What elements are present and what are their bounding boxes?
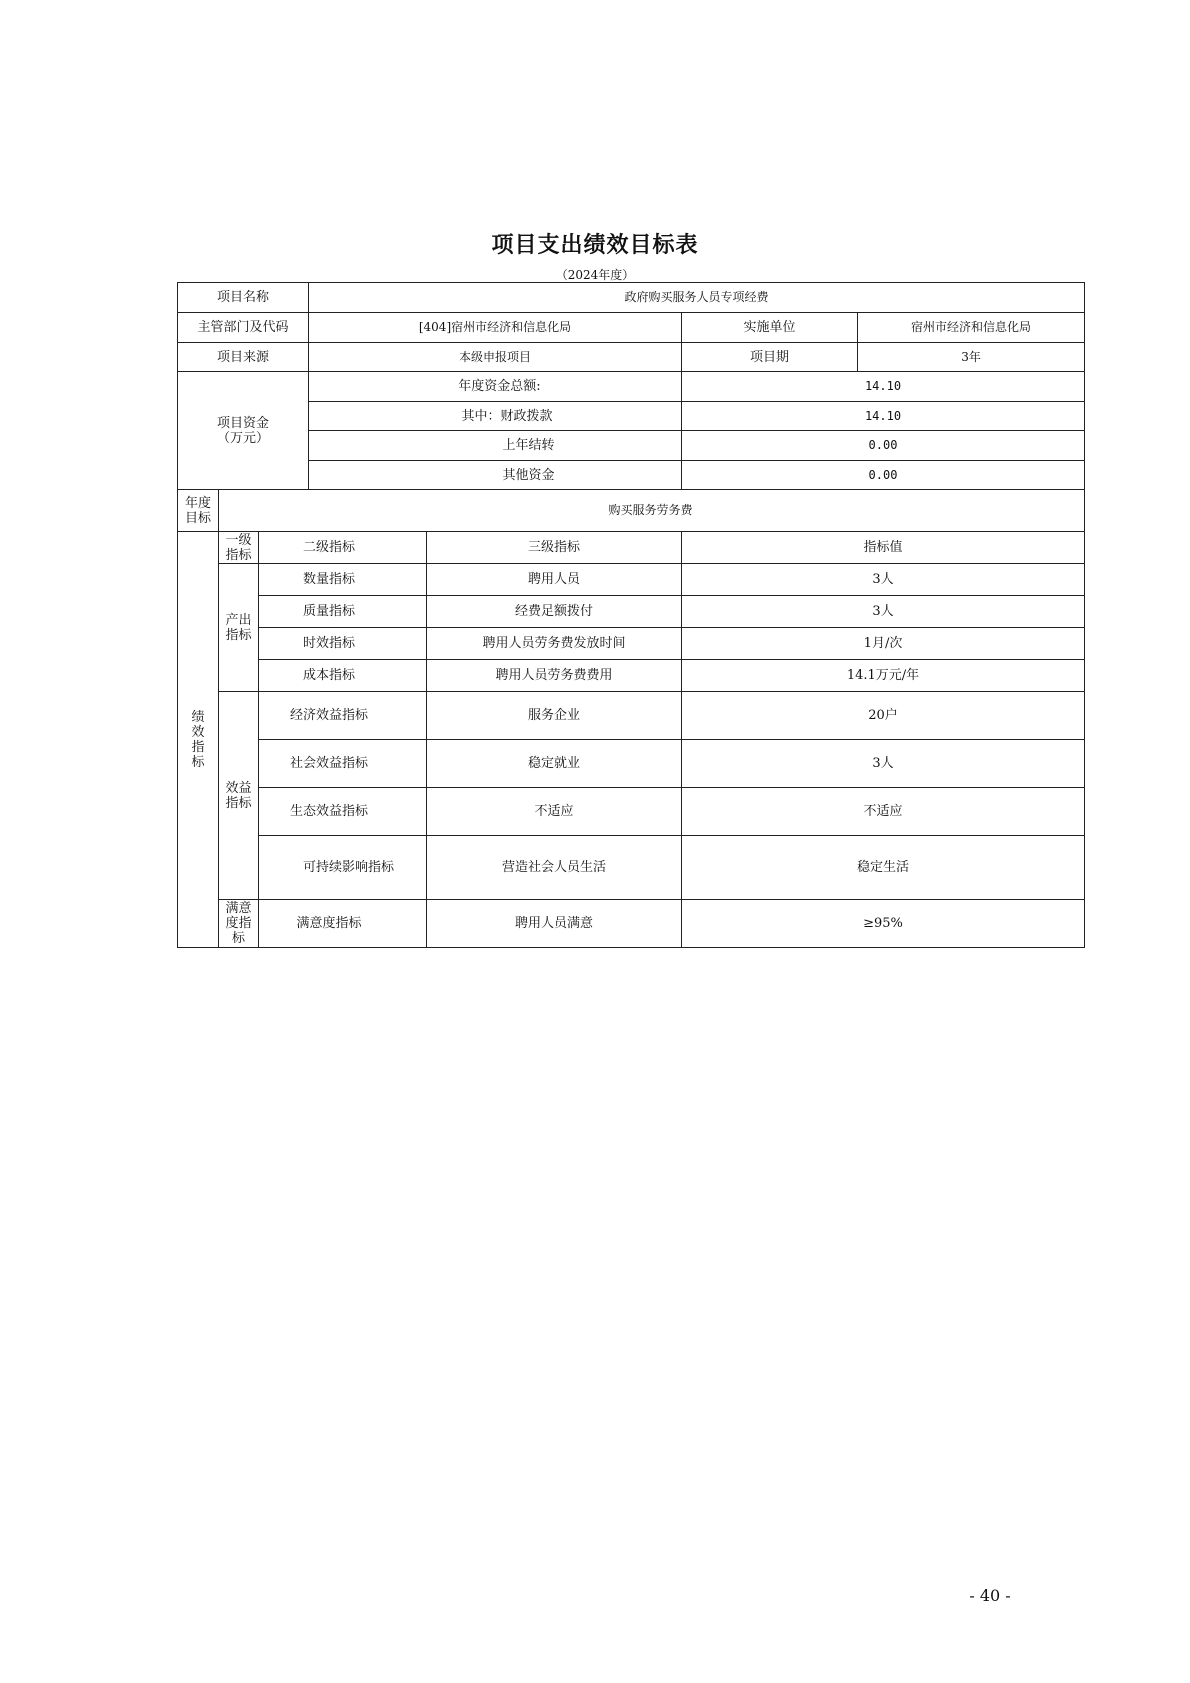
header-level2: 二级指标: [259, 532, 427, 564]
benefit-level2: 经济效益指标: [259, 692, 427, 740]
output-level2: 成本指标: [259, 660, 427, 692]
table-row: [178, 660, 1085, 692]
table-row: [178, 900, 1085, 948]
table-row: [178, 343, 1085, 372]
benefit-indicators-label: 效益指标: [219, 692, 259, 900]
table-row: [178, 628, 1085, 660]
satisfaction-indicators-label: 满意度指标: [219, 900, 259, 948]
funds-label-line2: （万元）: [216, 430, 269, 446]
output-indicators-label: 产出指标: [219, 564, 259, 692]
dept-value: [404]宿州市经济和信息化局: [309, 313, 682, 343]
benefit-level2: 生态效益指标: [259, 788, 427, 836]
impl-value: 宿州市经济和信息化局: [858, 313, 1085, 343]
table-row: [178, 740, 1085, 788]
source-value: 本级申报项目: [309, 343, 682, 372]
satisfaction-level2: 满意度指标: [259, 900, 427, 948]
other-funds-label: 其他资金: [309, 461, 682, 490]
table-row: [178, 532, 1085, 564]
output-level3: 经费足额拨付: [427, 596, 682, 628]
table-row: [178, 836, 1085, 900]
period-label: 项目期: [682, 343, 858, 372]
output-level2: 数量指标: [259, 564, 427, 596]
total-funds-value: 14.10: [682, 372, 1085, 402]
fiscal-funds-label: 其中：财政拨款: [309, 402, 682, 431]
table-row: [178, 283, 1085, 313]
table-row: [178, 596, 1085, 628]
source-label: 项目来源: [178, 343, 309, 372]
performance-target-table: [177, 282, 1085, 948]
annual-goal-label: 年度目标: [178, 490, 219, 532]
funds-label: [178, 372, 309, 490]
benefit-value: 稳定生活: [682, 836, 1085, 900]
benefit-level2: 社会效益指标: [259, 740, 427, 788]
output-value: 1月/次: [682, 628, 1085, 660]
table-row: [178, 402, 1085, 431]
total-funds-label: 年度资金总额:: [309, 372, 682, 402]
project-name-value: 政府购买服务人员专项经费: [309, 283, 1085, 313]
table-row: [178, 564, 1085, 596]
benefit-level3: 营造社会人员生活: [427, 836, 682, 900]
table-row: [178, 461, 1085, 490]
table-row: [178, 372, 1085, 402]
benefit-value: 3人: [682, 740, 1085, 788]
output-level2: 时效指标: [259, 628, 427, 660]
benefit-level3: 稳定就业: [427, 740, 682, 788]
carryover-value: 0.00: [682, 431, 1085, 461]
output-value: 3人: [682, 564, 1085, 596]
carryover-label: 上年结转: [309, 431, 682, 461]
project-name-label: 项目名称: [178, 283, 309, 313]
output-level3: 聘用人员: [427, 564, 682, 596]
table-row: [178, 788, 1085, 836]
output-level3: 聘用人员劳务费发放时间: [427, 628, 682, 660]
other-funds-value: 0.00: [682, 461, 1085, 490]
benefit-level2: 可持续影响指标: [259, 836, 427, 900]
impl-label: 实施单位: [682, 313, 858, 343]
output-level2: 质量指标: [259, 596, 427, 628]
dept-label: 主管部门及代码: [178, 313, 309, 343]
annual-goal-text: 购买服务劳务费: [219, 490, 1085, 532]
benefit-value: 20户: [682, 692, 1085, 740]
benefit-level3: 不适应: [427, 788, 682, 836]
output-level3: 聘用人员劳务费费用: [427, 660, 682, 692]
header-value: 指标值: [682, 532, 1085, 564]
benefit-value: 不适应: [682, 788, 1085, 836]
fiscal-funds-value: 14.10: [682, 402, 1085, 431]
satisfaction-value: ≥95%: [682, 900, 1085, 948]
page-number: - 40 -: [969, 1586, 1011, 1605]
funds-label-line1: 项目资金: [216, 415, 269, 431]
table-row: [178, 313, 1085, 343]
table-row: [178, 431, 1085, 461]
table-row: [178, 692, 1085, 740]
output-value: 3人: [682, 596, 1085, 628]
benefit-level3: 服务企业: [427, 692, 682, 740]
fiscal-year: （2024年度）: [555, 268, 635, 282]
header-level3: 三级指标: [427, 532, 682, 564]
header-level1: 一级指标: [219, 532, 259, 564]
satisfaction-level3: 聘用人员满意: [427, 900, 682, 948]
table-row: [178, 490, 1085, 532]
page-title: 项目支出绩效目标表: [491, 232, 699, 258]
output-value: 14.1万元/年: [682, 660, 1085, 692]
performance-indicators-label: 绩效指标: [178, 532, 219, 948]
period-value: 3年: [858, 343, 1085, 372]
